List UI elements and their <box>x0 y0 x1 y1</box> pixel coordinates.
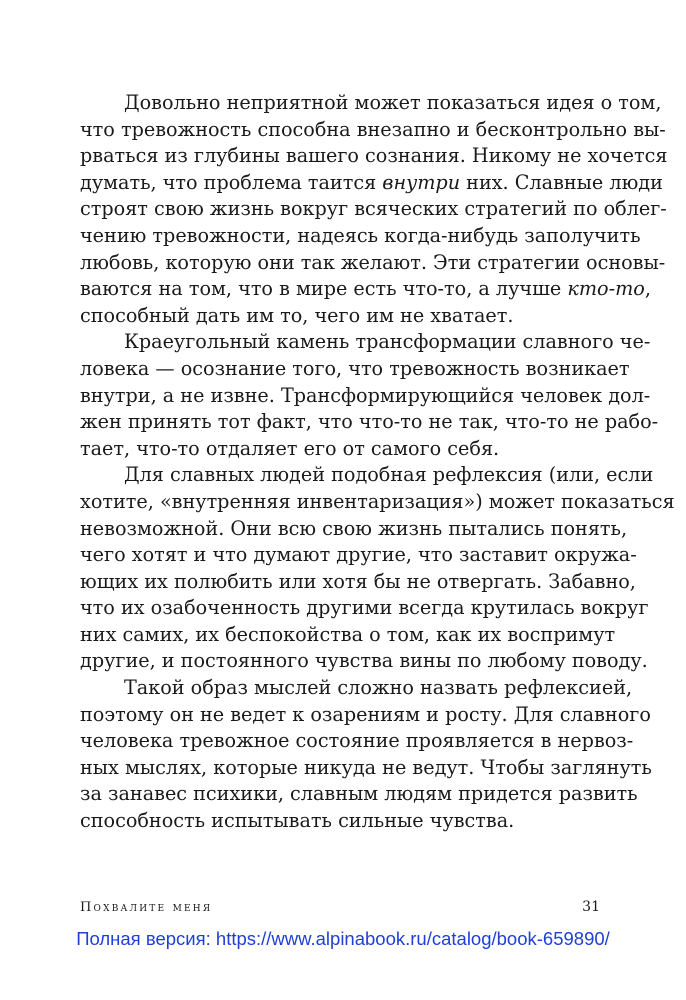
text-line <box>80 675 633 702</box>
paragraph <box>80 329 659 462</box>
text-run: них самих, их беспокойства о том, как их воспримут <box>80 622 616 646</box>
text-line <box>80 170 663 197</box>
text-line <box>80 409 659 436</box>
body-text <box>80 90 675 835</box>
text-run: ных мыслях, которые никуда не ведут. Чтобы заглянуть <box>80 755 652 779</box>
text-run: чего хотят и что думают другие, что заставит окружа- <box>80 543 637 567</box>
text-run: что тревожность способна внезапно и бесконтрольно вы- <box>80 117 666 141</box>
text-line <box>80 516 628 543</box>
text-run: ющих их полюбить или хотя бы не отвергать. Забавно, <box>80 569 636 593</box>
text-line <box>80 781 638 808</box>
text-line <box>80 356 630 383</box>
text-run: внутри, а не извне. Трансформирующийся человек дол- <box>80 383 651 407</box>
text-line <box>80 622 616 649</box>
text-run: рваться из глубины вашего сознания. Никому не хочется <box>80 144 668 168</box>
emphasis-text: внутри <box>382 170 461 194</box>
paragraph <box>80 90 668 329</box>
text-run: человека тревожное состояние проявляется в нервоз- <box>80 729 634 753</box>
text-line <box>80 329 651 356</box>
text-run: поэтому он не ведет к озарениям и росту. Для славного <box>80 702 651 726</box>
text-run: другие, и постоянного чувства вины по любому поводу. <box>80 649 648 673</box>
text-run: жен принять тот факт, что что-то не так, что-то не рабо- <box>80 410 659 434</box>
text-line <box>80 462 654 489</box>
text-run: них. Славные люди <box>460 170 663 194</box>
text-run: способность испытывать сильные чувства. <box>80 809 515 833</box>
text-line <box>80 117 666 144</box>
text-run: , <box>644 277 651 301</box>
text-run: думать, что проблема таится <box>80 170 383 194</box>
text-line <box>80 383 651 410</box>
text-line <box>80 648 648 675</box>
text-run: любовь, которую они так желают. Эти стратегии основы- <box>80 250 666 274</box>
text-run: чению тревожности, надеясь когда-нибудь заполучить <box>80 223 641 247</box>
text-line <box>80 569 636 596</box>
text-line <box>80 196 667 223</box>
paragraph <box>80 675 652 835</box>
text-run: невозможной. Они всю свою жизнь пытались понять, <box>80 516 628 540</box>
text-run: за занавес психики, славным людям придется развить <box>80 782 638 806</box>
text-line <box>80 542 637 569</box>
text-line <box>80 223 641 250</box>
text-run: Довольно неприятной может показаться идея о том, <box>124 91 662 114</box>
text-run: Такой образ мыслей сложно назвать рефлексией, <box>124 676 633 700</box>
text-run: хотите, «внутренняя инвентаризация») может показаться <box>80 489 675 513</box>
page-number: 31 <box>582 899 600 915</box>
text-run: ловека — осознание того, что тревожность возникает <box>80 356 630 380</box>
text-line <box>80 436 604 463</box>
running-title: Похвалите меня <box>80 900 213 915</box>
text-line <box>80 808 604 835</box>
text-line <box>80 728 634 755</box>
text-line <box>80 595 649 622</box>
text-run: ваются на том, что в мире есть что-то, а лучше <box>80 277 568 301</box>
emphasis-text: кто-то <box>567 277 645 301</box>
text-run: что их озабоченность другими всегда крутилась вокруг <box>80 596 649 620</box>
text-line <box>80 489 675 516</box>
text-line <box>80 276 651 303</box>
text-line <box>80 250 666 277</box>
text-line <box>80 90 662 117</box>
text-line <box>80 702 651 729</box>
text-line <box>80 143 668 170</box>
text-run: строят свою жизнь вокруг всяческих стратегий по облег- <box>80 197 667 221</box>
paragraph <box>80 462 675 675</box>
text-line <box>80 755 652 782</box>
text-run: Для славных людей подобная рефлексия (или, если <box>124 463 654 487</box>
text-run: способный дать им то, чего им не хватает. <box>80 303 514 327</box>
text-line <box>80 303 604 330</box>
text-run: Краеугольный камень трансформации славного че- <box>124 330 651 354</box>
full-version-link[interactable]: Полная версия: https://www.alpinabook.ru/catalog/book-659890/ <box>76 928 610 949</box>
text-run: тает, что-то отдаляет его от самого себя. <box>80 436 500 460</box>
